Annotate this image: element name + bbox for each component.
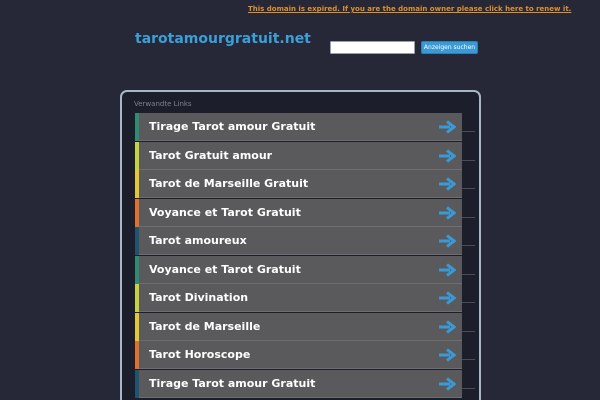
search-button[interactable]: Anzeigen suchen bbox=[421, 41, 478, 54]
related-link-item[interactable] bbox=[135, 284, 475, 312]
arrow-right-icon bbox=[439, 177, 456, 191]
site-name: tarotamourgratuit.net bbox=[135, 31, 311, 47]
related-link-button[interactable] bbox=[139, 170, 462, 198]
arrow-right-icon bbox=[439, 291, 456, 305]
related-link-button[interactable] bbox=[139, 313, 462, 341]
related-link-label: Tarot Divination bbox=[149, 291, 249, 304]
domain-expired-link[interactable]: This domain is expired. If you are the domain owner please click here to renew it. bbox=[248, 5, 572, 13]
related-link-button[interactable] bbox=[139, 256, 462, 284]
related-link-label: Tirage Tarot amour Gratuit bbox=[149, 376, 316, 390]
arrow-right-icon bbox=[439, 377, 456, 391]
related-link-item[interactable] bbox=[135, 142, 475, 170]
related-link-label: Tarot de Marseille Gratuit bbox=[149, 177, 309, 190]
related-link-item[interactable] bbox=[135, 256, 475, 284]
related-link-label: Tirage Tarot amour Gratuit bbox=[149, 120, 316, 133]
related-link-item[interactable] bbox=[135, 227, 475, 255]
related-link-button[interactable] bbox=[139, 341, 462, 369]
panel-title: Verwandte Links bbox=[134, 100, 192, 108]
related-link-item[interactable] bbox=[135, 113, 475, 141]
arrow-right-icon bbox=[439, 149, 456, 163]
related-link-label: Tarot amoureux bbox=[149, 234, 247, 247]
related-link-button[interactable] bbox=[139, 370, 462, 398]
related-link-button[interactable] bbox=[139, 113, 462, 141]
related-link-button[interactable] bbox=[139, 227, 462, 255]
related-link-label: Tarot de Marseille bbox=[149, 319, 261, 333]
related-links-list bbox=[135, 113, 475, 398]
arrow-right-icon bbox=[439, 120, 456, 134]
related-link-item[interactable] bbox=[135, 370, 475, 398]
related-link-button[interactable] bbox=[139, 199, 462, 227]
arrow-right-icon bbox=[439, 263, 456, 277]
search-input[interactable] bbox=[330, 41, 415, 54]
related-link-item[interactable] bbox=[135, 313, 475, 341]
related-link-label: Tarot Horoscope bbox=[149, 348, 251, 361]
related-link-button[interactable] bbox=[139, 284, 462, 312]
related-link-item[interactable] bbox=[135, 341, 475, 369]
related-link-item[interactable] bbox=[135, 170, 475, 198]
related-link-label: Voyance et Tarot Gratuit bbox=[149, 262, 301, 276]
related-link-label: Tarot Gratuit amour bbox=[149, 148, 273, 162]
arrow-right-icon bbox=[439, 234, 456, 248]
related-link-button[interactable] bbox=[139, 142, 462, 170]
arrow-right-icon bbox=[439, 348, 456, 362]
related-link-label: Voyance et Tarot Gratuit bbox=[149, 205, 301, 219]
arrow-right-icon bbox=[439, 320, 456, 334]
arrow-right-icon bbox=[439, 206, 456, 220]
related-link-item[interactable] bbox=[135, 199, 475, 227]
